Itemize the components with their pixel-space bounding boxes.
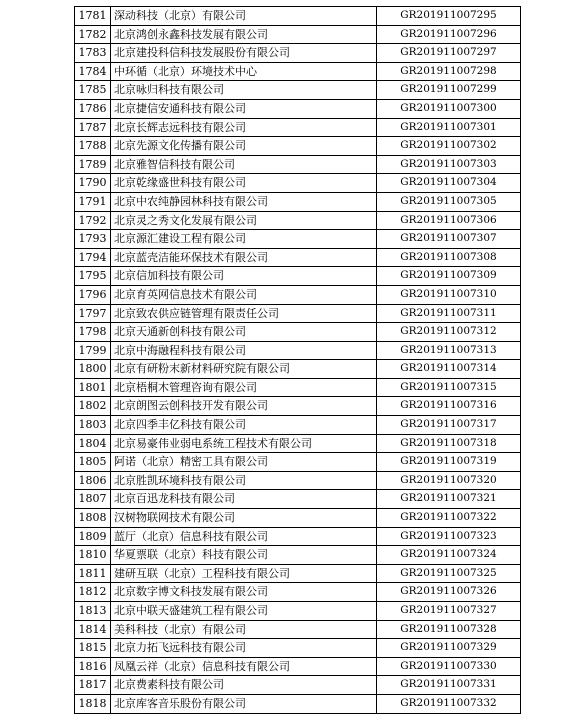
table-row xyxy=(75,471,521,490)
company-name-cell: 中环循（北京）环境技术中心 xyxy=(111,62,377,81)
row-number-cell: 1817 xyxy=(75,676,111,695)
table-row xyxy=(75,137,521,156)
table-row xyxy=(75,602,521,621)
company-name-cell: 北京胜凯环境科技有限公司 xyxy=(111,471,377,490)
company-name-cell: 建研互联（北京）工程科技有限公司 xyxy=(111,564,377,583)
company-name-cell: 北京源汇建设工程有限公司 xyxy=(111,230,377,249)
table-row xyxy=(75,267,521,286)
company-name-cell: 北京易豪伟业弱电系统工程技术有限公司 xyxy=(111,434,377,453)
table-row xyxy=(75,81,521,100)
row-number-cell: 1783 xyxy=(75,44,111,63)
table-row xyxy=(75,285,521,304)
row-number-cell: 1782 xyxy=(75,25,111,44)
certificate-number-cell: GR201911007300 xyxy=(377,99,521,118)
certificate-number-cell: GR201911007306 xyxy=(377,211,521,230)
company-name-cell: 北京数字博文科技发展有限公司 xyxy=(111,583,377,602)
certificate-number-cell: GR201911007323 xyxy=(377,527,521,546)
table-row xyxy=(75,453,521,472)
company-name-cell: 北京雅智信科技有限公司 xyxy=(111,155,377,174)
company-name-cell: 北京中农纯静园林科技有限公司 xyxy=(111,192,377,211)
company-name-cell: 北京中联天盛建筑工程有限公司 xyxy=(111,602,377,621)
company-name-cell: 北京咏归科技有限公司 xyxy=(111,81,377,100)
company-name-cell: 北京鸿创永鑫科技发展有限公司 xyxy=(111,25,377,44)
table-row xyxy=(75,546,521,565)
certificate-number-cell: GR201911007314 xyxy=(377,360,521,379)
company-name-cell: 北京中海融程科技有限公司 xyxy=(111,341,377,360)
certificate-number-cell: GR201911007324 xyxy=(377,546,521,565)
company-name-cell: 汉树物联网技术有限公司 xyxy=(111,509,377,528)
table-row xyxy=(75,192,521,211)
row-number-cell: 1792 xyxy=(75,211,111,230)
company-name-cell: 凤凰云祥（北京）信息科技有限公司 xyxy=(111,657,377,676)
company-name-cell: 北京捷信安通科技有限公司 xyxy=(111,99,377,118)
certificate-number-cell: GR201911007309 xyxy=(377,267,521,286)
company-name-cell: 北京乾缘盛世科技有限公司 xyxy=(111,174,377,193)
table-row xyxy=(75,211,521,230)
certificate-number-cell: GR201911007297 xyxy=(377,44,521,63)
table-row xyxy=(75,174,521,193)
certificate-number-cell: GR201911007316 xyxy=(377,397,521,416)
table-row xyxy=(75,509,521,528)
certificate-number-cell: GR201911007319 xyxy=(377,453,521,472)
row-number-cell: 1788 xyxy=(75,137,111,156)
certificate-number-cell: GR201911007332 xyxy=(377,694,521,713)
row-number-cell: 1816 xyxy=(75,657,111,676)
row-number-cell: 1787 xyxy=(75,118,111,137)
table-row xyxy=(75,230,521,249)
certificate-number-cell: GR201911007313 xyxy=(377,341,521,360)
table-row xyxy=(75,7,521,26)
row-number-cell: 1805 xyxy=(75,453,111,472)
row-number-cell: 1807 xyxy=(75,490,111,509)
table-row xyxy=(75,323,521,342)
certificate-number-cell: GR201911007302 xyxy=(377,137,521,156)
table-row xyxy=(75,397,521,416)
company-name-cell: 北京有研粉末新材料研究院有限公司 xyxy=(111,360,377,379)
certificate-number-cell: GR201911007321 xyxy=(377,490,521,509)
table-row xyxy=(75,44,521,63)
table-row xyxy=(75,62,521,81)
certificate-number-cell: GR201911007326 xyxy=(377,583,521,602)
row-number-cell: 1813 xyxy=(75,602,111,621)
row-number-cell: 1803 xyxy=(75,416,111,435)
row-number-cell: 1802 xyxy=(75,397,111,416)
table-row xyxy=(75,583,521,602)
table-row xyxy=(75,378,521,397)
certificate-number-cell: GR201911007307 xyxy=(377,230,521,249)
company-name-cell: 北京信加科技有限公司 xyxy=(111,267,377,286)
row-number-cell: 1812 xyxy=(75,583,111,602)
certificate-number-cell: GR201911007328 xyxy=(377,620,521,639)
company-name-cell: 北京力拓飞远科技有限公司 xyxy=(111,639,377,658)
row-number-cell: 1800 xyxy=(75,360,111,379)
row-number-cell: 1804 xyxy=(75,434,111,453)
table-row xyxy=(75,248,521,267)
company-name-cell: 北京四季丰亿科技有限公司 xyxy=(111,416,377,435)
row-number-cell: 1786 xyxy=(75,99,111,118)
company-name-cell: 蓝厅（北京）信息科技有限公司 xyxy=(111,527,377,546)
company-name-cell: 华夏票联（北京）科技有限公司 xyxy=(111,546,377,565)
row-number-cell: 1794 xyxy=(75,248,111,267)
table-row xyxy=(75,155,521,174)
table-row xyxy=(75,564,521,583)
company-name-cell: 阿诺（北京）精密工具有限公司 xyxy=(111,453,377,472)
company-name-cell: 北京库客音乐股份有限公司 xyxy=(111,694,377,713)
row-number-cell: 1784 xyxy=(75,62,111,81)
certificate-number-cell: GR201911007295 xyxy=(377,7,521,26)
certificate-number-cell: GR201911007325 xyxy=(377,564,521,583)
certificate-number-cell: GR201911007296 xyxy=(377,25,521,44)
certificate-number-cell: GR201911007301 xyxy=(377,118,521,137)
row-number-cell: 1818 xyxy=(75,694,111,713)
certificate-number-cell: GR201911007329 xyxy=(377,639,521,658)
row-number-cell: 1795 xyxy=(75,267,111,286)
company-name-cell: 北京长辉志远科技有限公司 xyxy=(111,118,377,137)
row-number-cell: 1810 xyxy=(75,546,111,565)
company-name-cell: 深动科技（北京）有限公司 xyxy=(111,7,377,26)
certificate-number-cell: GR201911007298 xyxy=(377,62,521,81)
row-number-cell: 1791 xyxy=(75,192,111,211)
row-number-cell: 1790 xyxy=(75,174,111,193)
row-number-cell: 1809 xyxy=(75,527,111,546)
company-name-cell: 北京天通新创科技有限公司 xyxy=(111,323,377,342)
table-row xyxy=(75,99,521,118)
company-name-cell: 北京梧桐木管理咨询有限公司 xyxy=(111,378,377,397)
company-name-cell: 北京朗图云创科技开发有限公司 xyxy=(111,397,377,416)
table-row xyxy=(75,676,521,695)
table-row xyxy=(75,657,521,676)
row-number-cell: 1797 xyxy=(75,304,111,323)
company-name-cell: 北京致农供应链管理有限责任公司 xyxy=(111,304,377,323)
row-number-cell: 1799 xyxy=(75,341,111,360)
row-number-cell: 1811 xyxy=(75,564,111,583)
certificate-number-cell: GR201911007327 xyxy=(377,602,521,621)
certificate-number-cell: GR201911007331 xyxy=(377,676,521,695)
table-row xyxy=(75,620,521,639)
table-row xyxy=(75,360,521,379)
company-name-cell: 北京费素科技有限公司 xyxy=(111,676,377,695)
table-row xyxy=(75,416,521,435)
certificate-number-cell: GR201911007330 xyxy=(377,657,521,676)
table-row xyxy=(75,490,521,509)
company-name-cell: 美科科技（北京）有限公司 xyxy=(111,620,377,639)
row-number-cell: 1808 xyxy=(75,509,111,528)
company-name-cell: 北京育英网信息技术有限公司 xyxy=(111,285,377,304)
company-name-cell: 北京建投科信科技发展股份有限公司 xyxy=(111,44,377,63)
row-number-cell: 1796 xyxy=(75,285,111,304)
row-number-cell: 1785 xyxy=(75,81,111,100)
table-row xyxy=(75,341,521,360)
certificate-number-cell: GR201911007304 xyxy=(377,174,521,193)
certificate-number-cell: GR201911007305 xyxy=(377,192,521,211)
table-row xyxy=(75,118,521,137)
row-number-cell: 1793 xyxy=(75,230,111,249)
row-number-cell: 1815 xyxy=(75,639,111,658)
row-number-cell: 1789 xyxy=(75,155,111,174)
row-number-cell: 1814 xyxy=(75,620,111,639)
certificate-number-cell: GR201911007311 xyxy=(377,304,521,323)
certificate-table xyxy=(74,6,521,714)
company-name-cell: 北京百迅龙科技有限公司 xyxy=(111,490,377,509)
company-name-cell: 北京先源文化传播有限公司 xyxy=(111,137,377,156)
table-body xyxy=(75,7,521,714)
table-row xyxy=(75,304,521,323)
certificate-number-cell: GR201911007308 xyxy=(377,248,521,267)
row-number-cell: 1798 xyxy=(75,323,111,342)
certificate-number-cell: GR201911007310 xyxy=(377,285,521,304)
company-name-cell: 北京蓝壳洁能环保技术有限公司 xyxy=(111,248,377,267)
certificate-number-cell: GR201911007322 xyxy=(377,509,521,528)
company-name-cell: 北京灵之秀文化发展有限公司 xyxy=(111,211,377,230)
row-number-cell: 1801 xyxy=(75,378,111,397)
certificate-number-cell: GR201911007318 xyxy=(377,434,521,453)
certificate-number-cell: GR201911007317 xyxy=(377,416,521,435)
certificate-number-cell: GR201911007303 xyxy=(377,155,521,174)
certificate-number-cell: GR201911007320 xyxy=(377,471,521,490)
certificate-number-cell: GR201911007315 xyxy=(377,378,521,397)
table-row xyxy=(75,639,521,658)
row-number-cell: 1806 xyxy=(75,471,111,490)
certificate-number-cell: GR201911007312 xyxy=(377,323,521,342)
table-row xyxy=(75,25,521,44)
row-number-cell: 1781 xyxy=(75,7,111,26)
table-row xyxy=(75,434,521,453)
certificate-number-cell: GR201911007299 xyxy=(377,81,521,100)
table-row xyxy=(75,694,521,713)
table-row xyxy=(75,527,521,546)
